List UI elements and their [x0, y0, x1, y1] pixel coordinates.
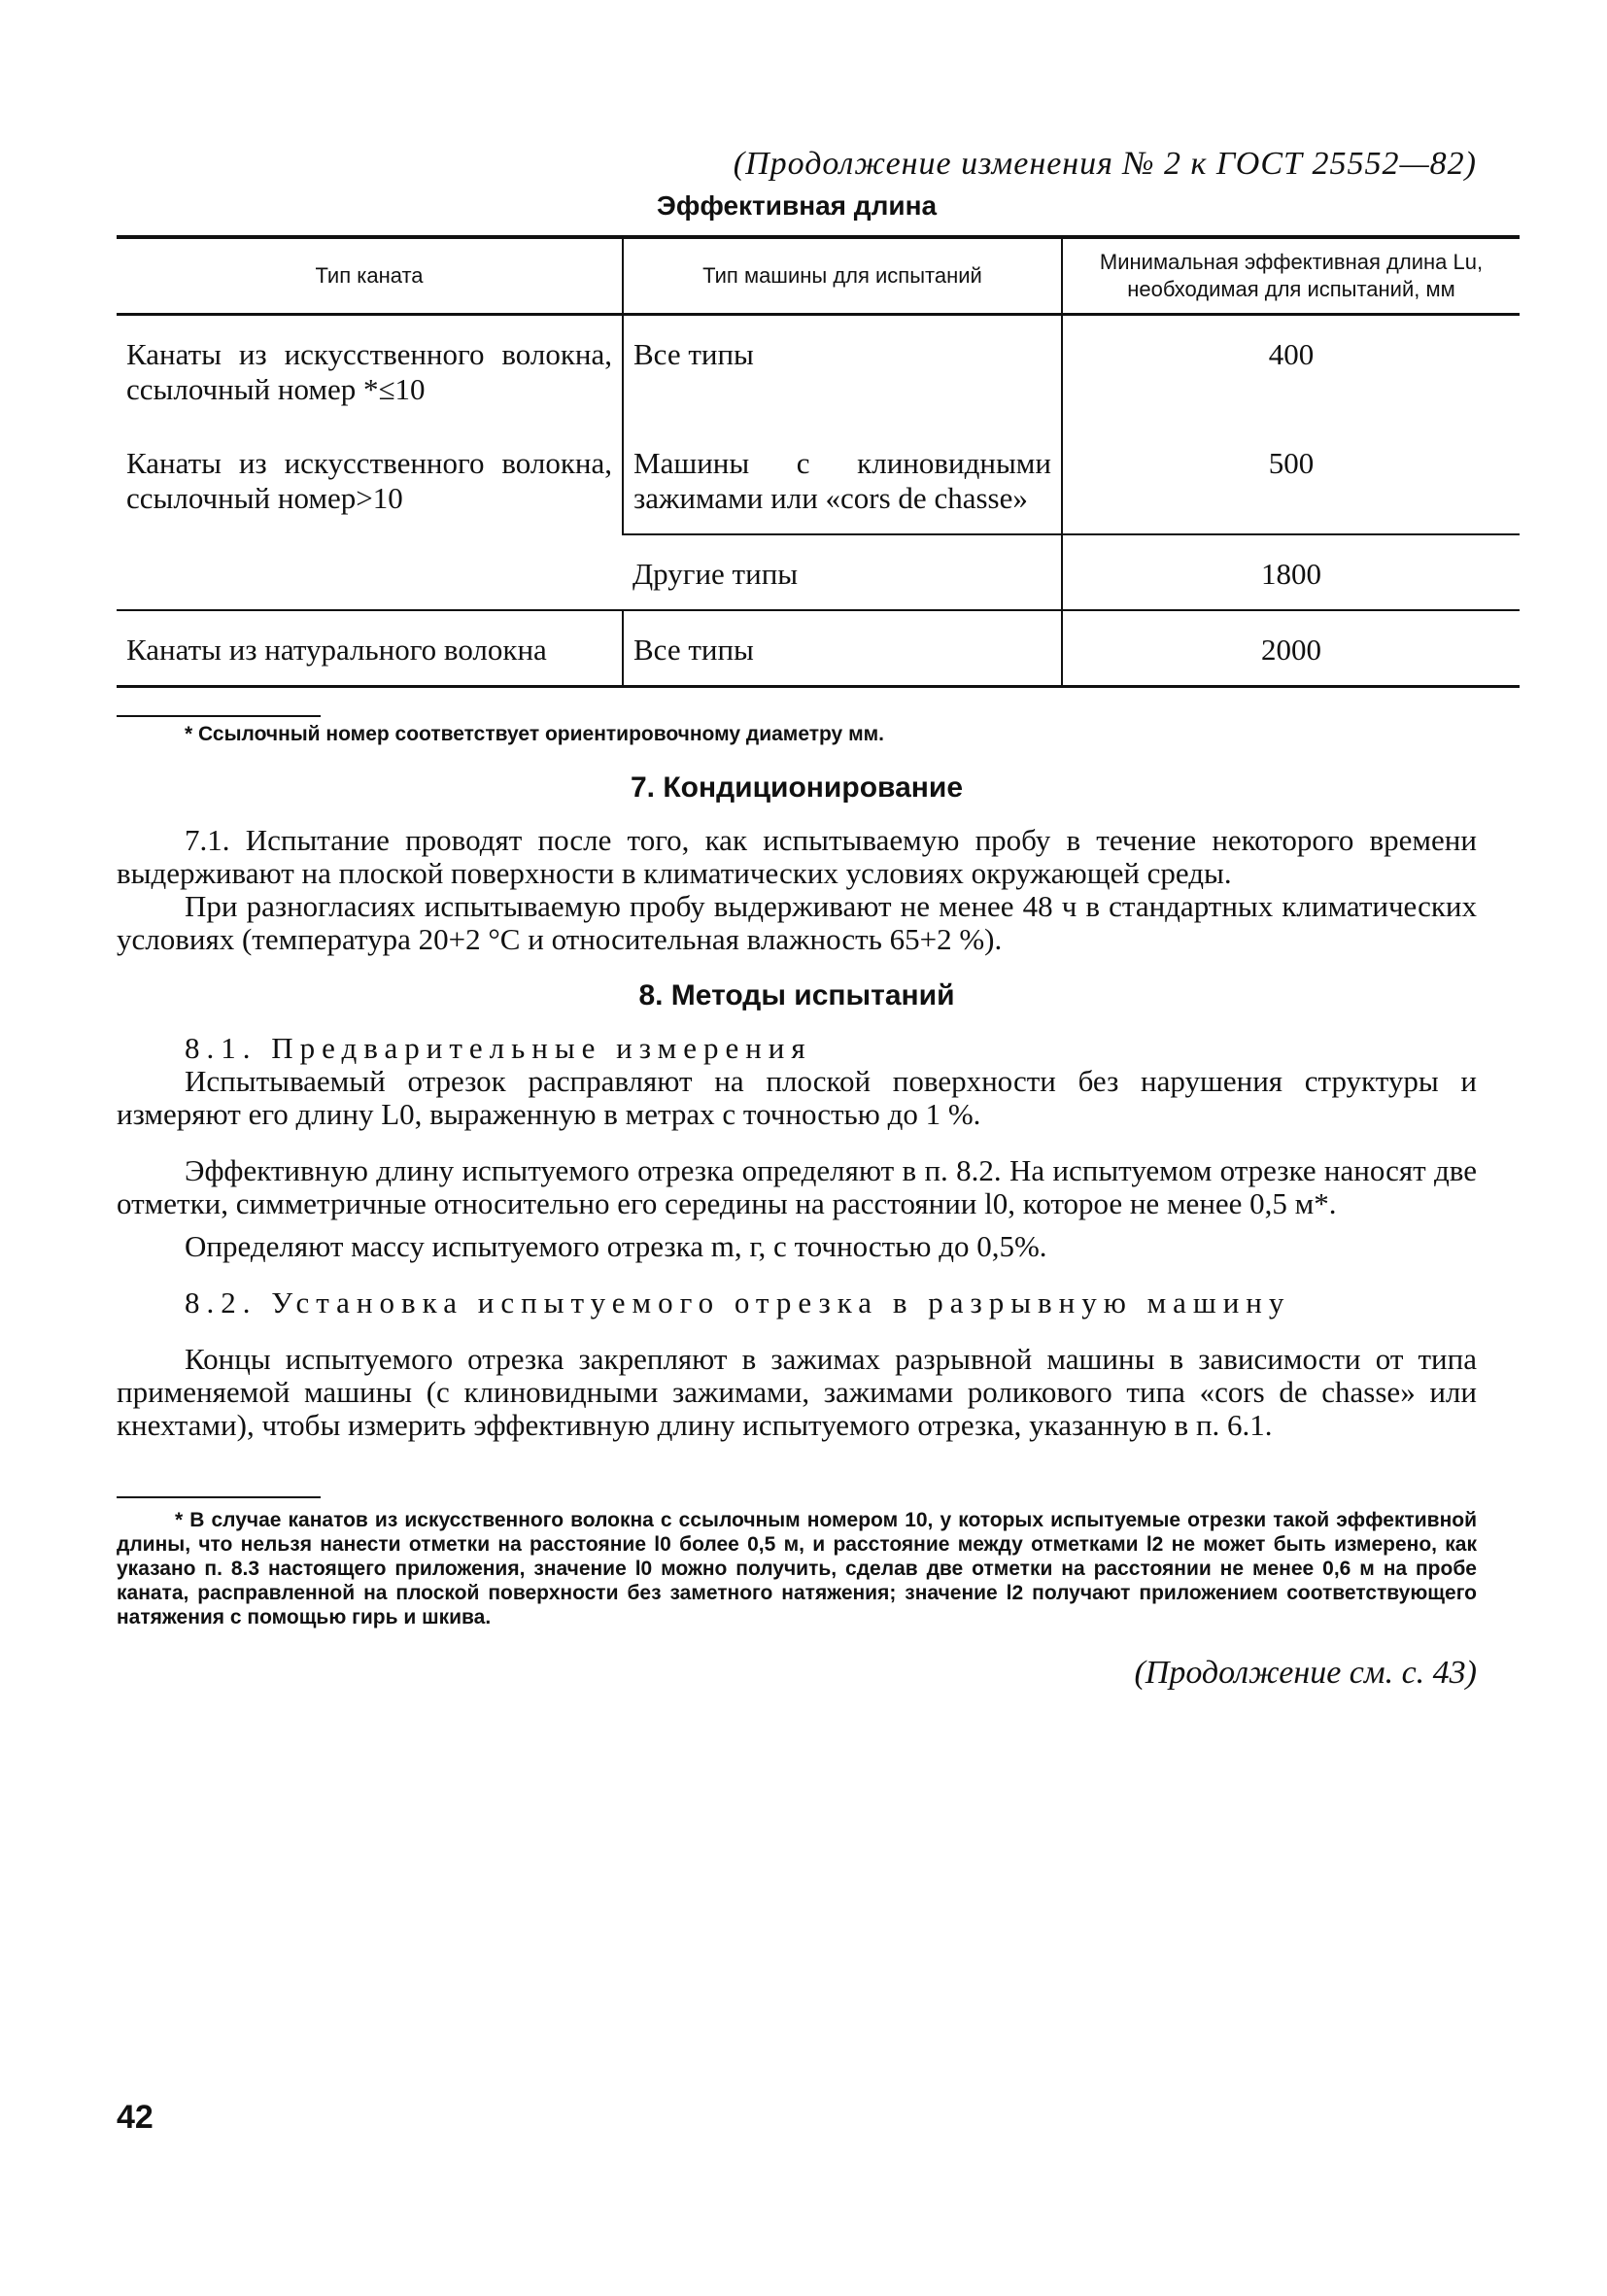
continuation-note: (Продолжение см. с. 43): [1134, 1655, 1477, 1691]
running-header: (Продолжение изменения № 2 к ГОСТ 25552—82): [733, 146, 1477, 182]
section-title-conditioning: 7. Кондиционирование: [631, 771, 963, 804]
cell-machine-type: Машины с клиновидными зажимами или «cors de chasse»: [623, 425, 1062, 534]
footnote-rule: [117, 1496, 321, 1498]
paragraph: Концы испытуемого отрезка закрепляют в зажимах разрывной машины в зависимости от типа применяемой машины (с клиновидными зажимами, зажимами роликового типа «cors de chasse» или кнехтами), чтобы измерить эффективную длину испытуемого отрезка, указанную в п. 6.1.: [117, 1342, 1477, 1442]
cell-rope-type: Канаты из искусственного волокна, ссылочный номер>10: [126, 446, 612, 515]
document-page: [117, 146, 1484, 1692]
col-header-machine-type: Тип машины для испытаний: [623, 237, 1062, 315]
cell-min-length: 500: [1062, 425, 1520, 534]
table-caption: Эффективная длина: [656, 190, 938, 221]
cell-min-length: 2000: [1062, 610, 1520, 687]
cell-machine-type: Другие типы: [623, 534, 1062, 610]
page-number: 42: [117, 2099, 154, 2136]
subsection-heading: 8.1. Предварительные измерения: [185, 1031, 812, 1065]
table-footnote: * Ссылочный номер соответствует ориентировочному диаметру мм.: [185, 723, 884, 745]
cell-rope-type: Канаты из натурального волокна: [117, 610, 623, 687]
table-row: [117, 610, 1520, 687]
table-row: [117, 315, 1520, 426]
effective-length-table: [117, 235, 1520, 688]
cell-min-length: 1800: [1062, 534, 1520, 610]
cell-machine-type: Все типы: [623, 315, 1062, 426]
paragraph: Испытываемый отрезок расправляют на плоской поверхности без нарушения структуры и измеряют его длину L0, выраженную в метрах с точностью до 1 %.: [117, 1064, 1477, 1131]
subsection-heading: 8.2. Установка испытуемого отрезка в разрывную машину: [185, 1285, 1291, 1319]
table-row: [117, 425, 1520, 534]
paragraph: При разногласиях испытываемую пробу выдерживают не менее 48 ч в стандартных климатических условиях (температура 20+2 °С и относительная влажность 65+2 %).: [117, 889, 1477, 956]
table-header-row: [117, 237, 1520, 315]
cell-rope-type: Канаты из искусственного волокна, ссылочный номер *≤10: [126, 337, 612, 406]
page-footnote: * В случае канатов из искусственного волокна с ссылочным номером 10, у которых испытуемые отрезки такой эффективной длины, что нельзя нанести отметки на расстояние l0 более 0,5 м, и расстояние между отметками l2 не может быть измерено, как указано п. 8.3 настоящего приложения, значение l0 можно получить, сделав две отметки на расстоянии не менее 0,6 м на пробе каната, расправленной на плоской поверхности без заметного натяжения; значение l2 получают приложением соответствующего натяжения с помощью гирь и шкива.: [117, 1509, 1477, 1628]
footnote-rule: [117, 715, 321, 717]
cell-machine-type: Все типы: [623, 610, 1062, 687]
paragraph: Определяют массу испытуемого отрезка m, г, с точностью до 0,5%.: [185, 1229, 1047, 1263]
paragraph: Эффективную длину испытуемого отрезка определяют в п. 8.2. На испытуемом отрезке наносят две отметки, симметричные относительно его середины на расстоянии l0, которое не менее 0,5 м*.: [117, 1153, 1477, 1220]
cell-min-length: 400: [1062, 315, 1520, 426]
col-header-min-length: Минимальная эффективная длина Lu, необходимая для испытаний, мм: [1062, 237, 1520, 315]
col-header-rope-type: Тип каната: [117, 237, 623, 315]
paragraph: 7.1. Испытание проводят после того, как испытываемую пробу в течение некоторого времени выдерживают на плоской поверхности в климатических условиях окружающей среды.: [117, 823, 1477, 890]
section-title-test-methods: 8. Методы испытаний: [638, 979, 955, 1011]
